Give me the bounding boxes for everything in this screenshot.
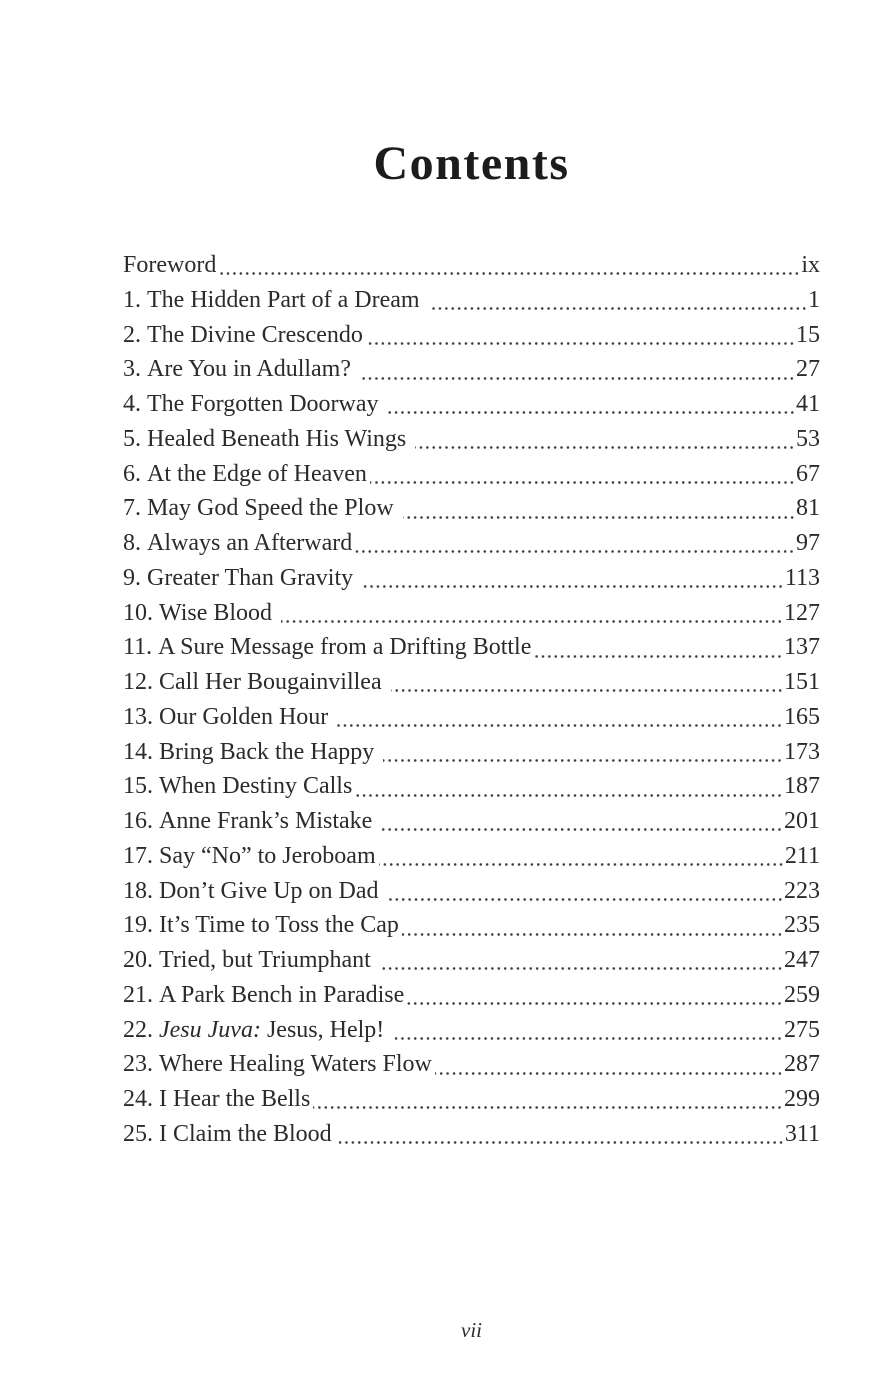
toc-entry-title: At the Edge of Heaven <box>147 460 367 487</box>
toc-entry-page-number: 311 <box>784 1120 820 1147</box>
toc-entry-number: 15. <box>123 773 159 800</box>
toc-dot-leader <box>534 630 783 665</box>
toc-entry <box>123 769 820 804</box>
toc-entry <box>123 804 820 839</box>
toc-entry-page-number: 67 <box>796 460 820 487</box>
toc-dot-leader <box>403 491 795 526</box>
toc-dot-leader <box>362 561 784 596</box>
toc-dot-leader <box>355 526 795 561</box>
toc-entry <box>123 387 820 422</box>
toc-entry <box>123 352 820 387</box>
toc-dot-leader <box>380 943 783 978</box>
toc-dot-leader <box>281 596 783 631</box>
toc-dot-leader <box>415 422 795 457</box>
toc-entry-page-number: 235 <box>784 912 820 939</box>
toc-dot-leader <box>393 1013 783 1048</box>
toc-entry-number: 12. <box>123 669 159 695</box>
toc-entry-page-number: ix <box>801 252 820 278</box>
toc-entry-page-number: 41 <box>796 391 820 417</box>
toc-entry <box>123 665 820 700</box>
toc-entry-page-number: 187 <box>784 773 820 800</box>
toc-dot-leader <box>379 839 784 874</box>
toc-entry <box>123 700 820 735</box>
table-of-contents <box>123 248 820 1152</box>
toc-entry-page-number: 97 <box>796 530 820 556</box>
toc-dot-leader <box>366 318 795 353</box>
toc-dot-leader <box>383 735 783 770</box>
toc-entry-page-number: 1 <box>808 286 820 313</box>
toc-entry-title: A Park Bench in Paradise <box>159 981 405 1008</box>
toc-entry <box>123 908 820 943</box>
toc-entry-page-number: 113 <box>784 564 820 591</box>
toc-entry-page-number: 137 <box>784 634 820 661</box>
toc-entry-page-number: 53 <box>796 425 820 452</box>
toc-entry-number: 22. <box>123 1016 159 1043</box>
toc-entry-number: 3. <box>123 356 147 383</box>
toc-entry <box>123 422 820 457</box>
toc-entry-title: Anne Frank’s Mistake <box>159 808 379 834</box>
toc-entry <box>123 491 820 526</box>
toc-entry <box>123 978 820 1013</box>
toc-entry <box>123 735 820 770</box>
toc-dot-leader <box>391 665 783 700</box>
toc-entry-title: When Destiny Calls <box>159 773 353 800</box>
toc-entry-number: 4. <box>123 391 147 417</box>
toc-entry-title: The Divine Crescendo <box>147 321 363 348</box>
toc-dot-leader <box>388 874 783 909</box>
toc-entry-number: 23. <box>123 1051 159 1078</box>
toc-entry-title: Foreword <box>123 252 217 278</box>
toc-entry-title: It’s Time to Toss the Cap <box>159 912 399 939</box>
toc-entry <box>123 630 820 665</box>
toc-dot-leader <box>313 1082 783 1117</box>
toc-entry-title: Jesus, Help! <box>260 1016 391 1043</box>
toc-entry-number: 11. <box>123 634 159 661</box>
toc-entry-title: I Claim the Blood <box>159 1120 332 1147</box>
toc-entry-title: Tried, but Triumphant <box>159 947 377 973</box>
toc-entry-page-number: 299 <box>784 1086 820 1112</box>
toc-entry <box>123 943 820 978</box>
toc-entry <box>123 839 820 874</box>
toc-entry <box>123 1082 820 1117</box>
content-block <box>123 0 820 1152</box>
toc-entry-number: 9. <box>123 564 147 591</box>
toc-entry-title: Call Her Bougainvillea <box>159 669 388 695</box>
toc-entry-number: 5. <box>123 425 147 452</box>
toc-dot-leader <box>360 352 795 387</box>
toc-entry-number: 18. <box>123 877 159 904</box>
toc-entry-page-number: 165 <box>784 703 820 730</box>
toc-entry <box>123 561 820 596</box>
toc-entry-page-number: 15 <box>796 321 820 348</box>
toc-entry-page-number: 223 <box>784 877 820 904</box>
toc-entry-title: The Forgotten Doorway <box>147 391 385 417</box>
toc-entry-title: Wise Blood <box>159 599 279 626</box>
toc-entry-page-number: 127 <box>784 599 820 626</box>
toc-entry-title: Healed Beneath His Wings <box>147 425 413 452</box>
toc-entry-number: 14. <box>123 738 159 765</box>
toc-entry-title: The Hidden Part of a Dream <box>147 286 426 313</box>
toc-entry-page-number: 287 <box>784 1051 820 1078</box>
toc-entry-number: 20. <box>123 947 159 973</box>
toc-entry-page-number: 27 <box>796 356 820 383</box>
toc-entry-page-number: 81 <box>796 495 820 522</box>
toc-entry-page-number: 201 <box>784 808 820 834</box>
toc-dot-leader <box>388 387 795 422</box>
toc-entry <box>123 596 820 631</box>
toc-entry-title: Don’t Give Up on Dad <box>159 877 385 904</box>
toc-entry-number: 25. <box>123 1120 159 1147</box>
toc-entry <box>123 457 820 492</box>
toc-entry-title: Greater Than Gravity <box>147 564 360 591</box>
toc-entry-page-number: 211 <box>784 842 820 869</box>
toc-dot-leader <box>219 248 800 283</box>
toc-entry-number: 2. <box>123 321 147 348</box>
toc-entry-title: Bring Back the Happy <box>159 738 381 765</box>
toc-entry-title: Say “No” to Jeroboam <box>159 842 376 869</box>
toc-entry-number: 24. <box>123 1086 159 1112</box>
toc-entry-number: 8. <box>123 530 147 556</box>
toc-entry-title: I Hear the Bells <box>159 1086 311 1112</box>
toc-entry-page-number: 275 <box>784 1016 820 1043</box>
toc-entry <box>123 874 820 909</box>
toc-dot-leader <box>355 769 783 804</box>
toc-dot-leader <box>402 908 783 943</box>
toc-dot-leader <box>337 700 783 735</box>
toc-entry-number: 1. <box>123 286 147 313</box>
toc-dot-leader <box>435 1047 783 1082</box>
toc-entry-number: 10. <box>123 599 159 626</box>
toc-entry <box>123 318 820 353</box>
toc-entry-title: Always an Afterward <box>147 530 353 556</box>
toc-dot-leader <box>370 457 795 492</box>
toc-entry <box>123 248 820 283</box>
toc-entry-title: A Sure Message from a Drifting Bottle <box>158 634 532 661</box>
toc-entry-title: Our Golden Hour <box>159 703 335 730</box>
toc-entry-title-italic: Jesu Juva: <box>159 1016 261 1043</box>
toc-entry-page-number: 259 <box>784 981 820 1008</box>
toc-entry <box>123 283 820 318</box>
toc-entry-number: 6. <box>123 460 147 487</box>
page-title: Contents <box>373 137 570 190</box>
toc-entry-page-number: 173 <box>784 738 820 765</box>
folio-page-number: vii <box>461 1318 482 1342</box>
toc-entry <box>123 1047 820 1082</box>
toc-entry-number: 13. <box>123 703 159 730</box>
toc-entry-number: 16. <box>123 808 159 834</box>
toc-dot-leader <box>335 1117 784 1152</box>
toc-entry-title: May God Speed the Plow <box>147 495 400 522</box>
toc-entry-title: Are You in Adullam? <box>147 356 357 383</box>
toc-entry-page-number: 247 <box>784 947 820 973</box>
toc-dot-leader <box>381 804 783 839</box>
toc-entry-number: 21. <box>123 981 159 1008</box>
toc-entry-page-number: 151 <box>784 669 820 695</box>
toc-entry-number: 19. <box>123 912 159 939</box>
toc-dot-leader <box>407 978 783 1013</box>
toc-entry <box>123 1117 820 1152</box>
toc-entry-title: Where Healing Waters Flow <box>159 1051 432 1078</box>
toc-entry <box>123 526 820 561</box>
toc-entry <box>123 1013 820 1048</box>
toc-dot-leader <box>429 283 807 318</box>
toc-entry-number: 7. <box>123 495 147 522</box>
toc-entry-number: 17. <box>123 842 159 869</box>
